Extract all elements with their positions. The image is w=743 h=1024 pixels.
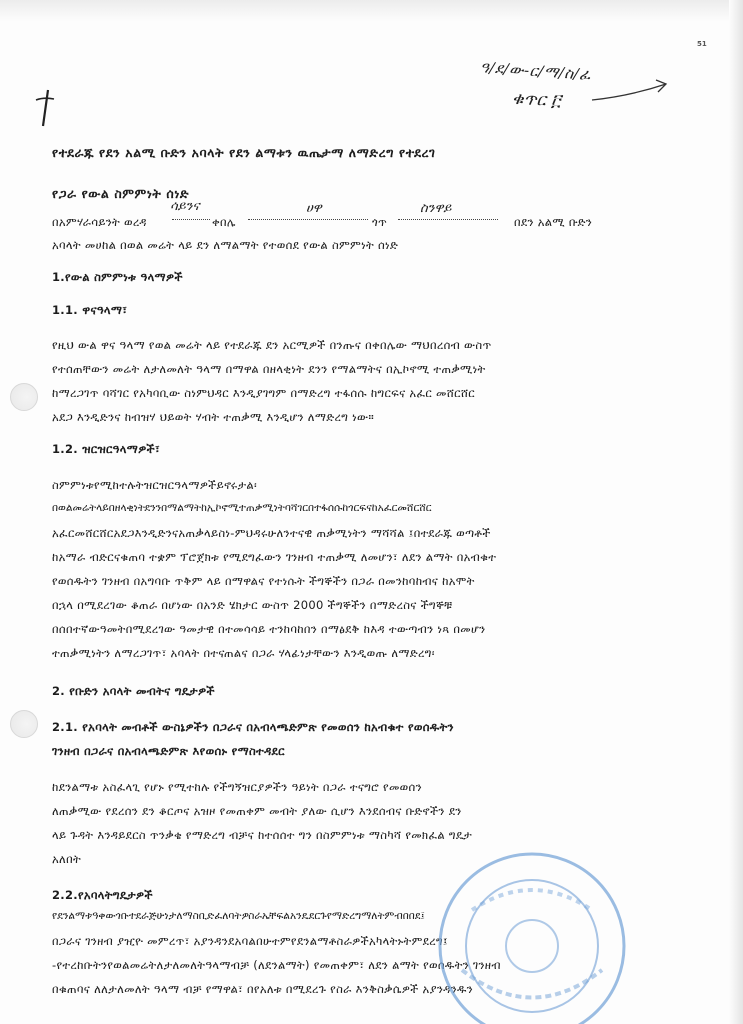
section-1-1-heading: 1.1. ዋናዓላማ፣ <box>52 303 128 317</box>
official-stamp-seal <box>432 850 632 1024</box>
document-title: የተደራጁ የደን አልሚ ቡድን አባላት የደን ልማቱን ዉጤታማ ለማድረግ የተደረገ <box>52 145 436 160</box>
punch-hole <box>10 710 38 738</box>
paragraph-line: ላይ ጉዳት እንዳይደርስ ጥንቃቄ የማድረግ ብቻና ከተሰሰተ ግን በስምምነቱ ማስካሻ የመክፈል ግዴታ <box>52 828 473 842</box>
paragraph-line: በኋላ በሚደረገው ቆጠራ በሆነው በአንድ ሄክታር ውስጥ 2000 ችግኞችን በማድረስና ችግኞቹ <box>52 598 453 612</box>
paragraph-line: የዚህ ውል ዋና ዓላማ የወል መሬት ላይ የተደራጁ ደን አርሚዎች በንጡና በቀበሌው ማህበረሰብ ውስጥ <box>52 338 492 352</box>
document-subtitle: የጋራ የውል ስምምነት ሰነድ <box>52 186 190 201</box>
paragraph-line: በሰበተኛውዓመትበሚደረገው ዓመታዊ በተመሳሳይ ተንከባከበን በማፅደቅ ከእዳ ተውጣብን ነጻ በመሆን <box>52 622 486 636</box>
paragraph-line: ለጠቃሚው የደረሰን ደን ቆርጦና አዝዞ የመጠቀም መብት ያለው ሲሆን እንደሰብና ቡድኖችን ደን <box>52 804 462 818</box>
handwritten-got-name: ስንዋይ <box>420 201 452 216</box>
paragraph-line: -የተረከቡትንየወልመሬትለታለመለትዓላማብቻ (ለደንልማት) የመጠቀም፣ ለደን ልማት የወሰዱትን ገንዘብ <box>52 958 501 972</box>
intro-woreda-label: በአምሃራሳይንት ወረዳ <box>52 215 147 229</box>
margin-pen-mark <box>32 88 60 128</box>
handwritten-arrow <box>590 70 670 110</box>
paragraph-line: የተሰጠቸውን መሬት ለታለመለት ዓላማ በማዋል በዘላቂነት ደንን የማልማትና በኢኮኖሚ ተጠቃሚነት <box>52 362 486 376</box>
handwritten-kebele-name: ሳይንና <box>170 199 200 214</box>
section-2-heading: 2. የቡድን አባላት መብትና ግዴታዎች <box>52 684 215 698</box>
intro-line-2: አባላት መሀከል በወል መሬት ላይ ደን ለማልማት የተወሰደ የውል ስምምነት ሰነድ <box>52 238 399 252</box>
handwritten-number-note: ቁጥር ፫ <box>511 88 562 112</box>
paragraph-line: አለበት <box>52 852 82 866</box>
fill-line-got <box>398 219 498 220</box>
paragraph-line: በቁጠባና ለለታለመለት ዓላማ ብቻ የማዋል፣ በየአለቱ በሚደረጉ የስራ እንቅስቃሴዎች አያንዳንዱን <box>52 982 473 996</box>
scan-right-shadow <box>729 0 743 1024</box>
section-2-1-heading-cont: ገንዘብ በጋራና በአብላጫድምጽ እየወሰኑ የማስተዳደር <box>52 744 285 758</box>
fill-line-kebele <box>248 219 368 220</box>
paragraph-line: ከማረጋገጥ ባሻገር የአካባቢው ስነምህዳር እንዲያገግም በማድረግ ተፋሰሱ ከግርፍና አፈር መሸርሸር <box>52 386 475 400</box>
section-1-heading: 1.የውል ስምምነቱ ዓላማዎች <box>52 270 183 284</box>
paragraph-line: በወልመሬትላይበዘላቂነትደንንበማልማትከኢኮኖሚተጠቃሚነትባሻገርበተፋሰሱከጎርፍናከአፈርመሸርሸር <box>52 502 432 514</box>
paragraph-line: ስምምነቱየሚከተሉትዝርዝርዓላማዎችይኖሩታል፡ <box>52 478 257 492</box>
intro-got-label: ጎጥ <box>372 215 388 229</box>
paragraph-line: የወሰዱትን ገንዘብ በአግባቡ ጥቅም ላይ በማዋልና የተነሱት ችግኞችን በጋራ በመንከባከብና ከአሞት <box>52 574 475 588</box>
paragraph-line: አደጋ እንዲድንና ከብዝሃ ህይወት ሃብት ተጠቃሚ እንዲሆን ለማድረግ ነው። <box>52 410 374 424</box>
handwritten-reference-note: ዓ/ደ/ው-ር/ማ/ስ/ፈ <box>479 58 592 84</box>
intro-group-label: በደን አልሚ ቡድን <box>514 215 593 229</box>
scan-top-shadow <box>0 0 743 22</box>
handwritten-village-name: ሀዋ <box>306 201 322 216</box>
fill-line-woreda <box>172 219 210 220</box>
page-number: 51 <box>697 40 707 48</box>
section-2-2-heading: 2.2.የአባላትግዴታዎች <box>52 888 153 902</box>
paragraph-line: ከደንልማቱ አስፈላጊ የሆኑ የሚተከሉ የችግኝዝርያዎችን ዓይነት በጋራ ተናግሮ የመወሰን <box>52 780 422 794</box>
intro-line-1 <box>52 215 692 233</box>
intro-kebele-label: ቀበሌ <box>212 215 236 229</box>
section-1-2-heading: 1.2. ዝርዝርዓላማዎች፣ <box>52 442 160 456</box>
paragraph-line: አፈርመሸርሸርአደጋእንዲድንናአጠቃላይስነ-ምህዳሩሁለንተናዊ ጠቃሚነትን ማሻሻል ፤በተደራጁ ወጣቶች <box>52 526 491 540</box>
paragraph-line: ከአማራ ብድርናቁጠባ ተቋም ፕሮጀክቱ የሚደግፈውን ገንዘብ ተጠቃሚ ለመሆን፣ ለደን ልማት በአብቁተ <box>52 550 497 564</box>
paragraph-line: የደንልማቱዓቀውጎቡተደራጅሁነታለማስቢድፈለባትዎስራኤቸፍልአንዴደርጉየማድረግማለትምብበበደ፤ <box>52 910 425 922</box>
section-2-1-heading: 2.1. የአባላት መብቶች ውስኔዎችን በጋራና በአብላጫድምጽ የመወሰን ከአብቁተ የወሰዱትን <box>52 720 454 734</box>
punch-hole <box>10 383 38 411</box>
paragraph-line: በጋራና ገንዘብ ያዢዮ መምረጥ፣ አያንዳንደአባልበሁተምየደንልማቶስራዎችአካላትኑትምደረግ፤ <box>52 934 448 948</box>
paragraph-line: ተጠቃሚነትን ለማረጋገጥ፣ አባላት በተናጠልና በጋራ ሃላፊነታቸውን እንዲወጡ ለማድረግ፡ <box>52 646 435 660</box>
